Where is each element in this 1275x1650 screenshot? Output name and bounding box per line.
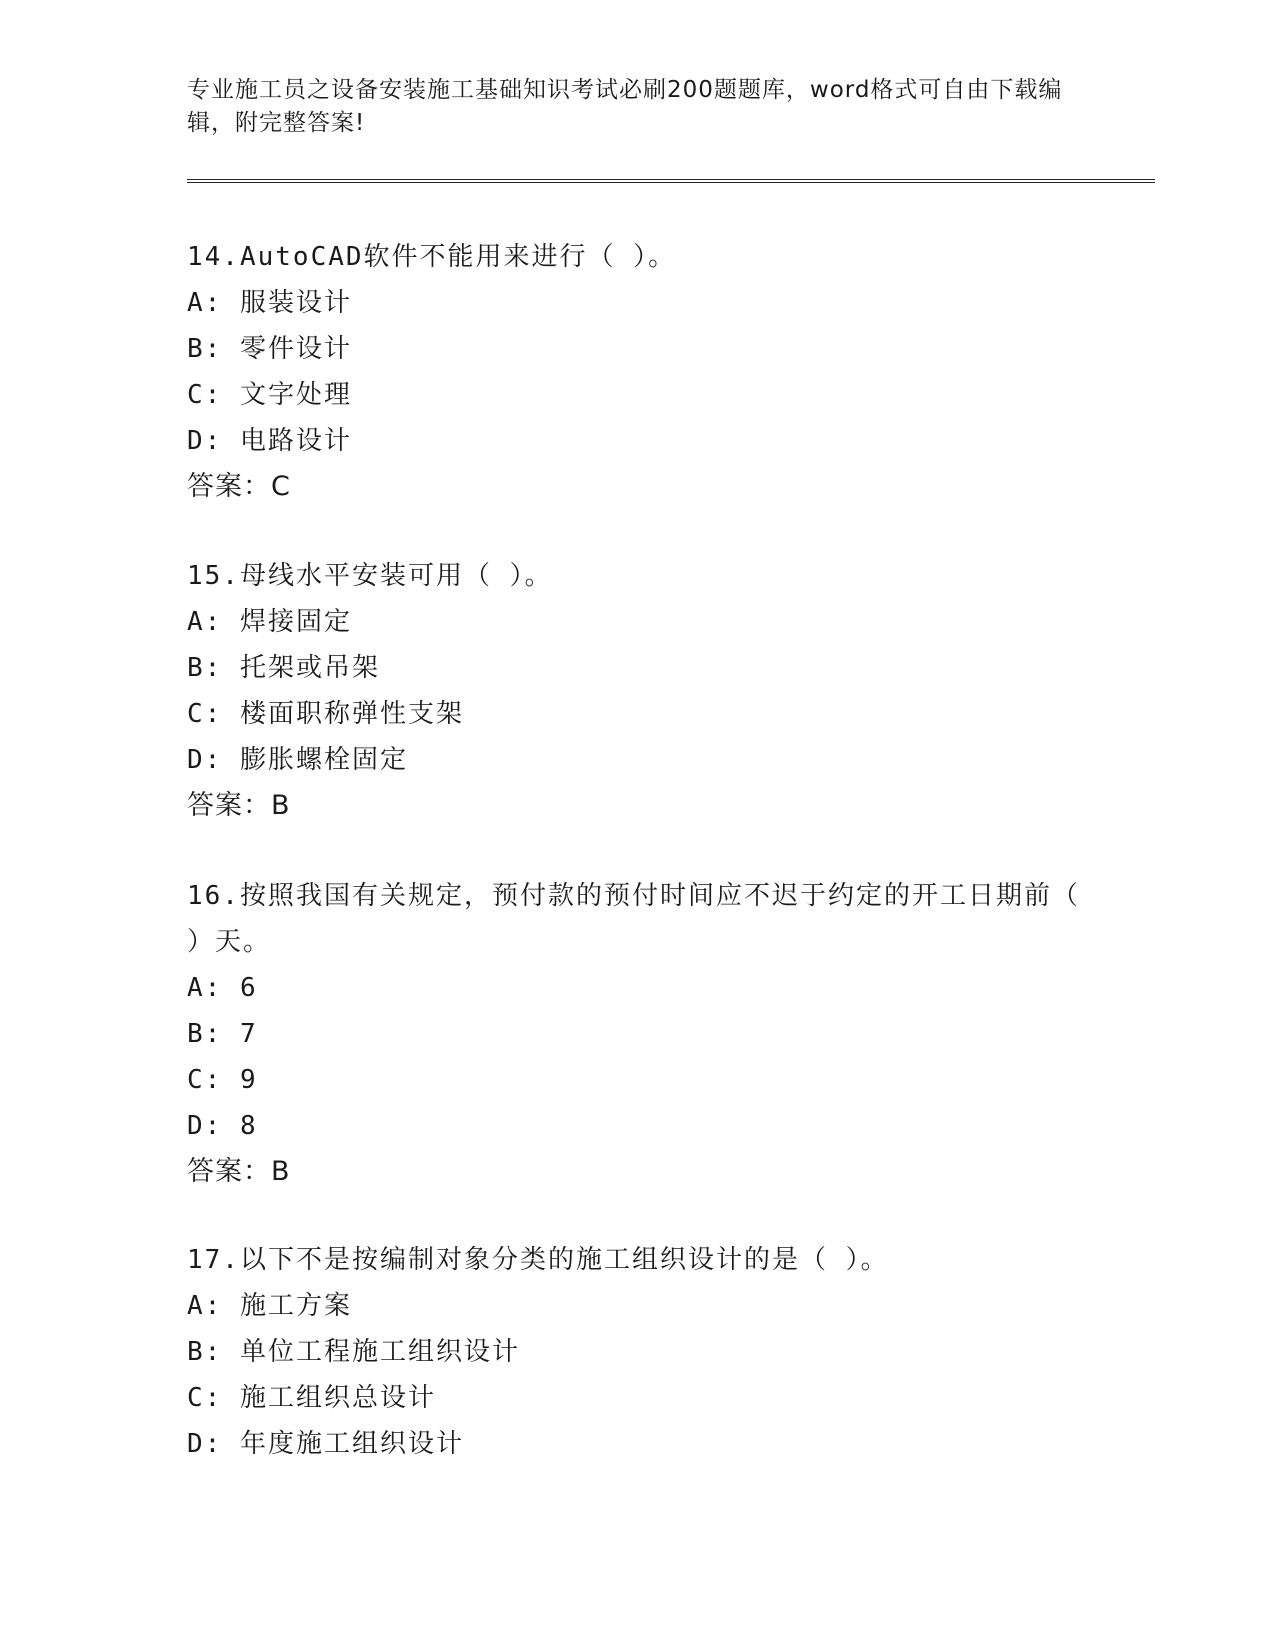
header-divider (187, 179, 1155, 183)
document-header (187, 74, 1087, 140)
option-c: C: 文字处理 (187, 380, 352, 410)
option-d: D: 膨胀螺栓固定 (187, 745, 408, 775)
answer: 答案：B (187, 790, 291, 821)
question-stem: 16.按照我国有关规定，预付款的预付时间应不迟于约定的开工日期前（ ）天。 (187, 881, 1080, 957)
option-a: A: 焊接固定 (187, 607, 352, 637)
option-d: D: 8 (187, 1111, 258, 1141)
option-b: B: 零件设计 (187, 334, 352, 364)
question-15 (187, 553, 1087, 829)
question-16 (187, 873, 1087, 1195)
option-b: B: 7 (187, 1019, 258, 1049)
option-d: D: 年度施工组织设计 (187, 1429, 464, 1459)
question-14 (187, 234, 1087, 510)
option-b: B: 单位工程施工组织设计 (187, 1337, 520, 1367)
question-stem: 14.AutoCAD软件不能用来进行（ ）。 (187, 242, 677, 272)
question-stem: 17.以下不是按编制对象分类的施工组织设计的是（ ）。 (187, 1245, 889, 1275)
answer: 答案：C (187, 471, 291, 502)
question-17 (187, 1237, 1087, 1467)
option-c: C: 9 (187, 1065, 258, 1095)
header-title: 专业施工员之设备安装施工基础知识考试必刷200题题库，word格式可自由下载编辑，附完整答案! (187, 77, 1063, 136)
option-a: A: 6 (187, 973, 258, 1003)
option-c: C: 楼面职称弹性支架 (187, 699, 464, 729)
option-b: B: 托架或吊架 (187, 653, 380, 683)
option-a: A: 施工方案 (187, 1291, 352, 1321)
question-stem: 15.母线水平安装可用（ ）。 (187, 561, 553, 591)
option-d: D: 电路设计 (187, 426, 352, 456)
option-c: C: 施工组织总设计 (187, 1383, 436, 1413)
answer: 答案：B (187, 1156, 291, 1187)
option-a: A: 服装设计 (187, 288, 352, 318)
